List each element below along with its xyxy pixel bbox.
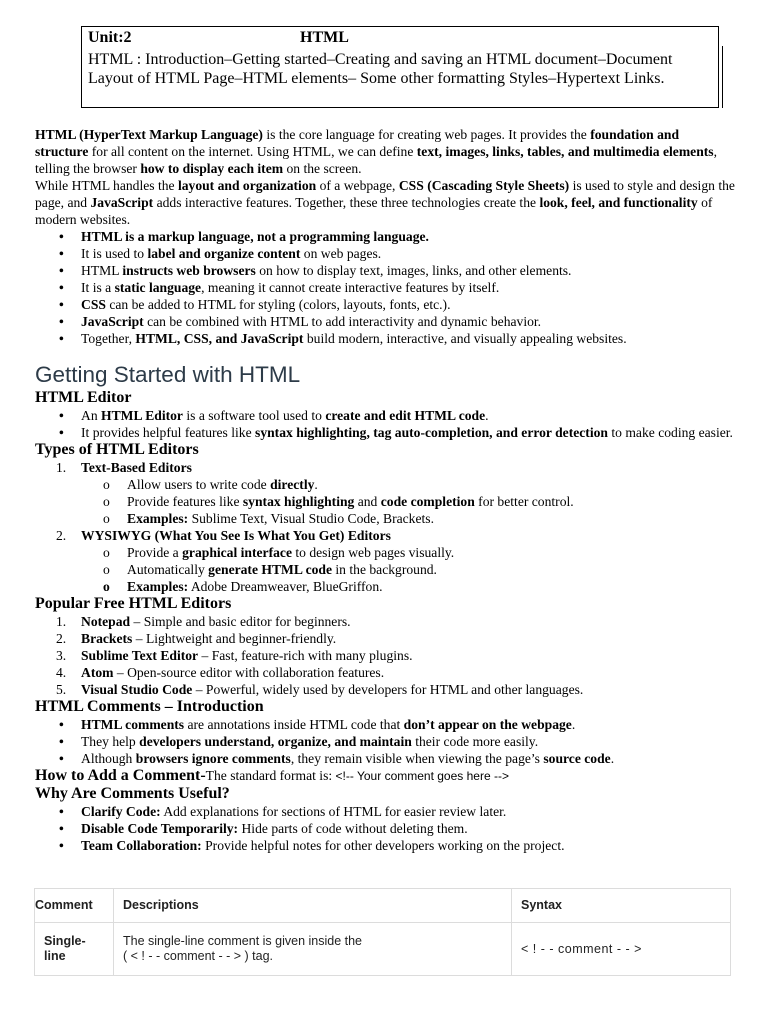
list-item [81,279,735,296]
text: . [485,408,489,423]
text: They help [81,734,140,749]
text: Provide a [127,545,183,560]
text: Adobe Dreamweaver, BlueGriffon. [188,579,383,594]
term: developers understand, organize, and maintain [139,734,412,749]
text: It provides helpful features like [81,425,256,440]
list-item [81,313,735,330]
list-item [56,647,735,664]
term: JavaScript [90,195,154,210]
sub-list-item [127,578,735,595]
term: source code [543,751,611,766]
unit-title-row [88,28,718,48]
list-item [81,803,735,820]
text: , meaning it cannot create interactive features by itself. [201,280,500,295]
list-item [56,527,735,595]
text: their code more easily. [411,734,539,749]
term: Clarify Code: [81,804,161,819]
text: of modern websites. [35,195,713,227]
list-number: 1. [56,614,67,629]
list-item [56,459,735,527]
text: Sublime Text, Visual Studio Code, Brackets. [188,511,434,526]
list-number: 3. [56,648,67,663]
sub-list-item [127,544,735,561]
term: directly [270,477,315,492]
list-item [81,330,735,347]
text: to design web pages visually. [291,545,455,560]
editor-name: Atom [81,665,114,680]
sub-list [81,544,735,595]
term: Disable Code Temporarily: [81,821,239,836]
unit-subject: HTML [300,29,349,46]
section-title-getting-started: Getting Started with HTML [35,362,301,387]
text: ( < ! - - comment - - > ) tag. [123,949,274,963]
sub-list-item [127,510,735,527]
text: Together, [81,331,136,346]
heading-html-comments: HTML Comments – Introduction [35,698,264,715]
editor-types-list [35,459,735,595]
sub-list-item [127,493,735,510]
text: . [314,477,318,492]
intro-paragraph-1 [35,126,735,177]
intro-paragraph-2 [35,177,735,228]
list-item [56,613,735,630]
list-item [81,837,735,854]
editor-name: Visual Studio Code [81,682,193,697]
term: browsers ignore comments [135,751,291,766]
term: CSS [81,297,106,312]
text: on the screen. [283,161,362,176]
column-header: Descriptions [114,889,512,923]
how-to-add-comment [35,767,735,785]
term: generate HTML code [208,562,332,577]
text: While HTML handles the [35,178,178,193]
text: Although [81,751,136,766]
text: is a software tool used to [182,408,326,423]
term: foundation and structure [35,127,680,159]
term: Examples: [127,579,189,594]
why-comments-list [35,803,735,854]
text: – Open-source editor with collaboration features. [113,665,385,680]
term: label and organize content [147,246,301,261]
table-row [35,923,731,976]
term: HTML Editor [101,408,183,423]
term: HTML is a markup language, not a programming language. [81,229,429,244]
list-item [81,733,735,750]
term: code completion [380,494,475,509]
text: for better control. [474,494,574,509]
sub-list-item [127,561,735,578]
term: graphical interface [182,545,292,560]
heading-why-comments: Why Are Comments Useful? [35,785,230,802]
list-item [56,664,735,681]
list-number: 2. [56,528,67,543]
list-item [81,296,735,313]
text: Automatically [127,562,209,577]
sub-list-item [127,476,735,493]
text: – Powerful, widely used by developers for HTML and other languages. [192,682,584,697]
text: – Fast, feature-rich with many plugins. [198,648,413,663]
term: syntax highlighting [242,494,355,509]
text: to make coding easier. [607,425,733,440]
editor-name: Sublime Text Editor [81,648,199,663]
column-header: Comment [35,889,114,923]
term: syntax highlighting, tag auto-completion, and error detection [255,425,608,440]
text: Add explanations for sections of HTML for easier review later. [160,804,507,819]
text: line [44,949,66,963]
table-header-row [35,889,731,923]
sub-list [81,476,735,527]
heading-html-editor: HTML Editor [35,389,132,406]
list-item [81,228,735,245]
main-content [35,126,735,854]
text: HTML [81,263,123,278]
text: Allow users to write code [127,477,271,492]
term: how to display each item [140,161,284,176]
text: is used to style and design the page, and [35,178,735,210]
heading-types-of-editors: Types of HTML Editors [35,441,199,458]
text: build modern, interactive, and visually appealing websites. [303,331,627,346]
term: HTML comments [81,717,185,732]
list-number: 4. [56,665,67,680]
text: are annotations inside HTML code that [184,717,404,732]
table-cell-syntax: < ! - - comment - - > [512,923,731,976]
editor-name: Brackets [81,631,133,646]
term: Examples: [127,511,189,526]
list-item [81,716,735,733]
text: adds interactive features. Together, these three technologies create the [153,195,540,210]
list-item [81,407,735,424]
term: Team Collaboration: [81,838,202,853]
comment-syntax-table [34,888,731,976]
text: Hide parts of code without deleting them. [238,821,468,836]
list-item [81,262,735,279]
text: . [610,751,615,766]
term: look, feel, and functionality [539,195,698,210]
term: create and edit HTML code [325,408,486,423]
editor-list [35,407,735,441]
term: layout and organization [177,178,317,193]
term: HTML, CSS, and JavaScript [135,331,304,346]
text: The single-line comment is given inside the [123,934,363,948]
text: Single- [44,934,86,948]
text: of a webpage, [316,178,399,193]
text: . [571,717,576,732]
text: The standard format is: [205,768,336,783]
term: instructs web browsers [122,263,256,278]
text: Provide helpful notes for other developers working on the project. [201,838,565,853]
table-cell-comment [35,923,114,976]
text: It is used to [81,246,148,261]
term: JavaScript [81,314,144,329]
list-item [81,820,735,837]
list-item [81,424,735,441]
text: for all content on the internet. Using HTML, we can define [88,144,417,159]
column-header: Syntax [512,889,731,923]
html-facts-list [35,228,735,347]
list-number: 5. [56,682,67,697]
unit-number: Unit:2 [88,29,132,46]
text: It is a [81,280,115,295]
text: can be added to HTML for styling (colors, layouts, fonts, etc.). [105,297,451,312]
list-item [81,750,735,767]
text: – Lightweight and beginner-friendly. [132,631,337,646]
heading-popular-editors: Popular Free HTML Editors [35,595,232,612]
comments-list [35,716,735,767]
term: don’t appear on the webpage [403,717,572,732]
term: text, images, links, tables, and multimedia elements [416,144,714,159]
text: is the core language for creating web pages. It provides the [262,127,591,142]
editor-type-title: Text-Based Editors [81,460,192,475]
how-heading: How to Add a Comment- [35,767,206,784]
text: and [354,494,381,509]
text: An [81,408,102,423]
text: can be combined with HTML to add interactivity and dynamic behavior. [143,314,542,329]
popular-editors-list [35,613,735,698]
list-number: 2. [56,631,67,646]
list-item [56,630,735,647]
editor-name: Notepad [81,614,131,629]
unit-topics: HTML : Introduction–Getting started–Creating and saving an HTML document–Document Layout of HTML Page–HTML elements– Some other formatting Styles–Hypertext Links. [88,51,673,87]
table-cell-description [114,923,512,976]
list-item [81,245,735,262]
list-number: 1. [56,460,67,475]
box-shadow-line [719,46,723,108]
text: in the background. [332,562,437,577]
text: on how to display text, images, links, and other elements. [255,263,572,278]
comment-syntax-code: <!-- Your comment goes here --> [335,769,509,783]
term: static language [114,280,202,295]
text: , telling the browser [35,144,717,176]
list-item [56,681,735,698]
text: – Simple and basic editor for beginners. [130,614,351,629]
term: CSS (Cascading Style Sheets) [398,178,570,193]
text: Provide features like [127,494,243,509]
text: on web pages. [300,246,382,261]
editor-type-title: WYSIWYG (What You See Is What You Get) Editors [81,528,391,543]
term-html: HTML (HyperText Markup Language) [35,127,263,142]
unit-header-box [81,26,719,108]
text: , they remain visible when viewing the page’s [290,751,544,766]
